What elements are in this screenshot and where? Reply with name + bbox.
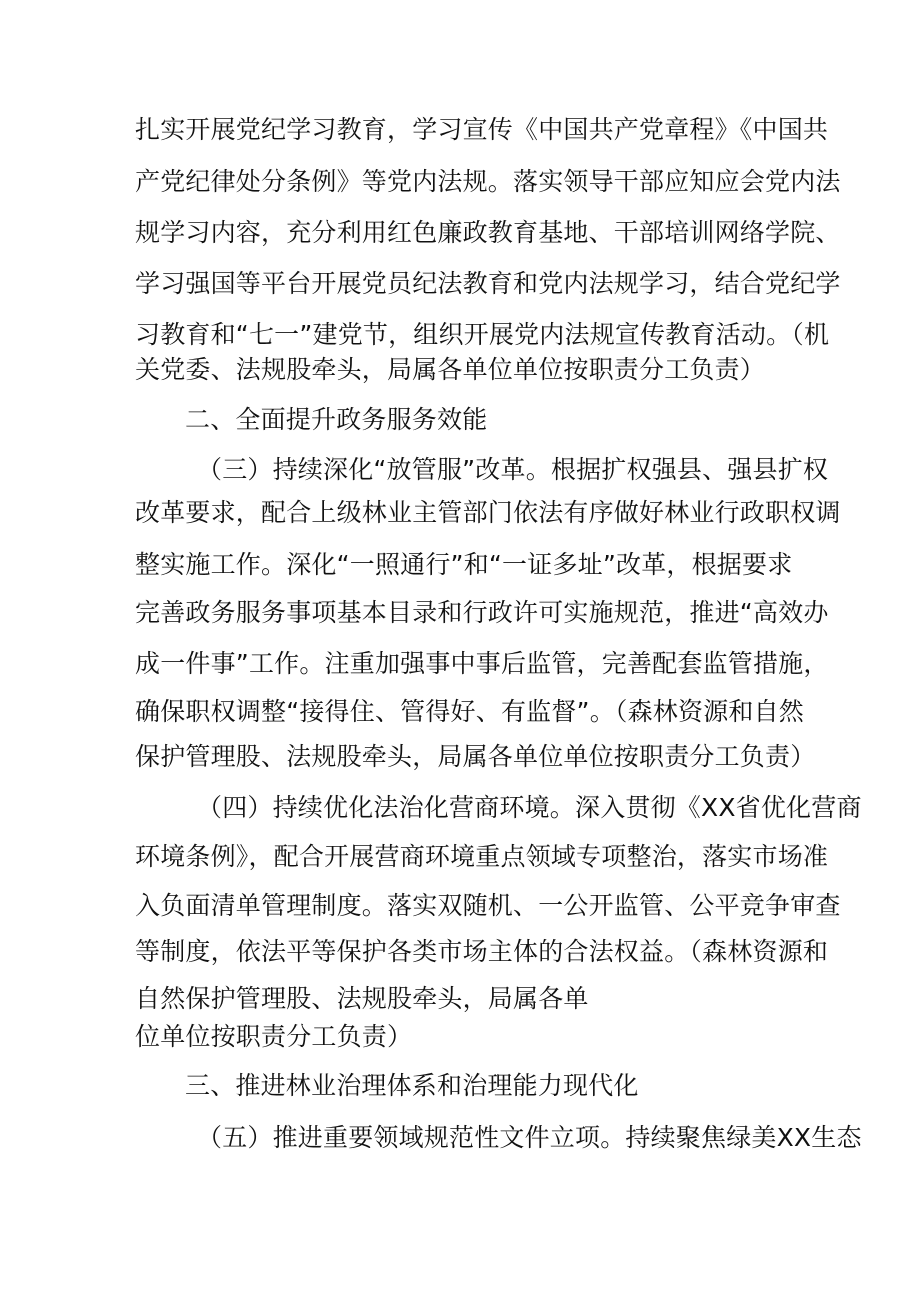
paragraph-3-line-7: 保护管理股、法规股牵头，局属各单位单位按职责分工负责） [135,742,816,771]
paragraph-4-line-5: 自然保护管理股、法规股牵头，局属各单 [135,984,589,1013]
paragraph-4-line-4: 等制度，依法平等保护各类市场主体的合法权益。（森林资源和 [135,937,829,966]
paragraph-3-line-2: 改革要求，配合上级林业主管部门依法有序做好林业行政职权调 [135,498,841,527]
body-line-3: 规学习内容，充分利用红色廉政教育基地、干部培训网络学院、 [135,218,841,247]
paragraph-3-line-5: 成一件事”工作。注重加强事中事后监管，完善配套监管措施， [135,649,829,678]
paragraph-3-line-6: 确保职权调整“接得住、管得好、有监督”。（森林资源和自然 [135,697,805,726]
paragraph-3-line-4: 完善政务服务事项基本目录和行政许可实施规范，推进“高效办 [135,598,829,627]
paragraph-3-line-1: （三）持续深化“放管服”改革。根据扩权强县、强县扩权 [197,455,829,484]
paragraph-4-line-6: 位单位按职责分工负责） [135,1022,413,1051]
body-line-6: 关党委、法规股牵头，局属各单位单位按职责分工负责） [135,355,766,384]
body-line-2: 产党纪律处分条例》等党内法规。落实领导干部应知应会党内法 [135,167,841,196]
body-line-5: 习教育和“七一”建党节，组织开展党内法规宣传教育活动。（机 [135,320,830,349]
paragraph-5-line-1: （五）推进重要领域规范性文件立项。持续聚焦绿美XX生态 [197,1123,862,1152]
body-line-4: 学习强国等平台开展党员纪法教育和党内法规学习，结合党纪学 [135,269,841,298]
section-heading-3: 三、推进林业治理体系和治理能力现代化 [185,1071,639,1100]
paragraph-4-line-2: 环境条例》，配合开展营商环境重点领域专项整治，落实市场准 [135,842,829,871]
body-line-1: 扎实开展党纪学习教育，学习宣传《中国共产党章程》《中国共 [135,115,829,144]
paragraph-3-line-3: 整实施工作。深化“一照通行”和“一证多址”改革，根据要求 [135,550,793,579]
paragraph-4-line-3: 入负面清单管理制度。落实双随机、一公开监管、公平竞争审查 [135,891,841,920]
paragraph-4-line-1: （四）持续优化法治化营商环境。深入贯彻《XX省优化营商 [197,793,862,822]
section-heading-2: 二、全面提升政务服务效能 [185,405,488,434]
